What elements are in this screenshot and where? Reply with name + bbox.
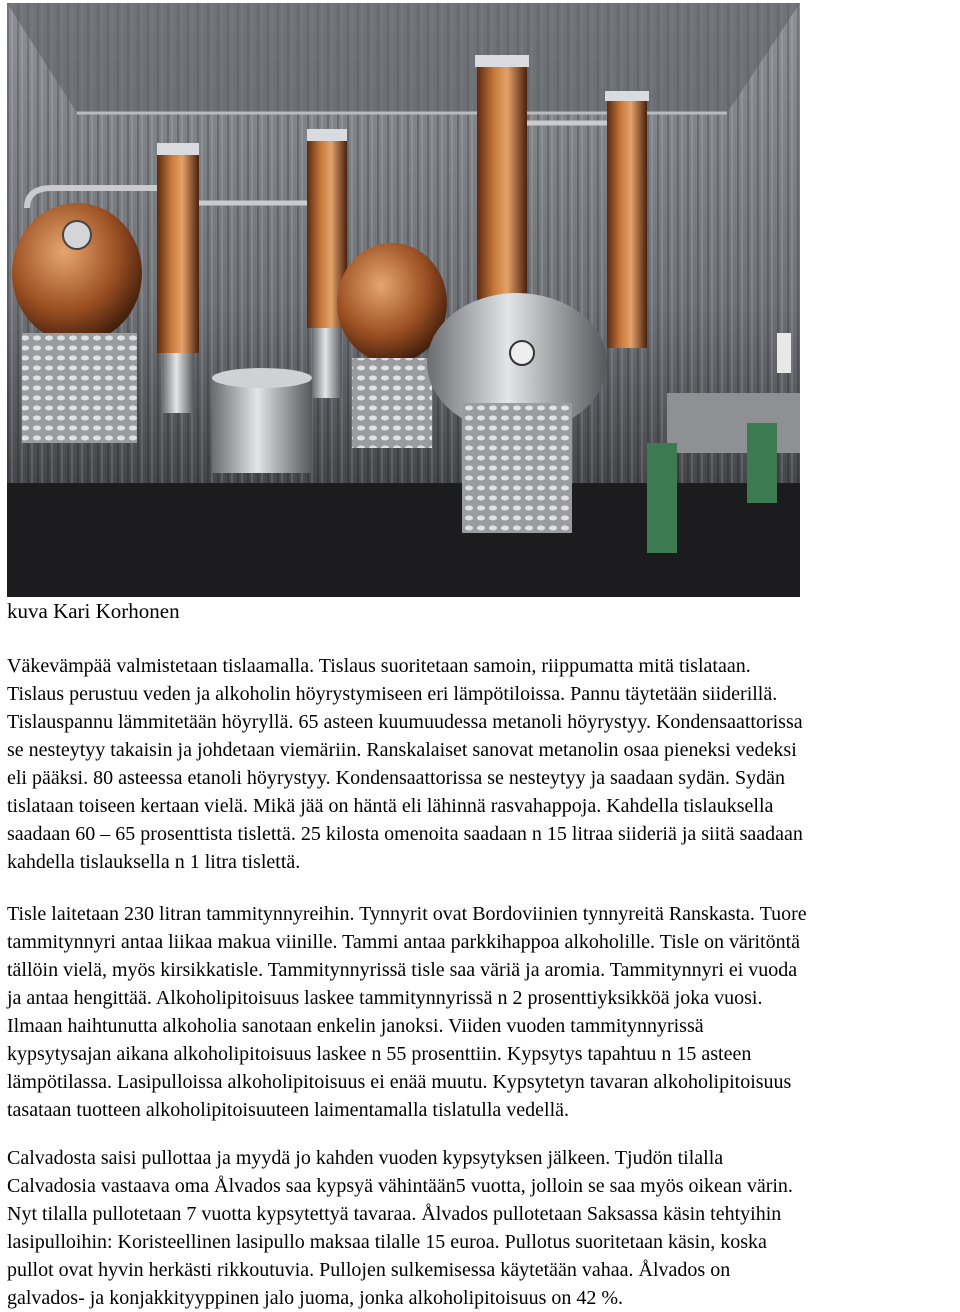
text-line: tasataan tuotteen alkoholipitoisuuteen laimentamalla tislatulla vedellä. bbox=[7, 1099, 570, 1121]
text-line: eli pääksi. 80 asteessa etanoli höyrystyy. Kondensaattorissa se nesteytyy ja saadaan sydän. Sydän bbox=[7, 767, 785, 789]
text-line: Calvadosia vastaava oma Ålvados saa kypsyä vähintään5 vuotta, jolloin se saa myös oikean värin. bbox=[7, 1175, 793, 1197]
text-line: Tislaus perustuu veden ja alkoholin höyrystymiseen eri lämpötiloissa. Pannu täytetään siiderillä. bbox=[7, 683, 778, 705]
text-line: tammitynnyri antaa liikaa makua viinille. Tammi antaa parkkihappoa alkoholille. Tisle on väritöntä bbox=[7, 931, 801, 953]
text-line: Nyt tilalla pullotetaan 7 vuotta kypsytettyä tavaraa. Ålvados pullotetaan Saksassa käsin tehtyihin bbox=[7, 1203, 782, 1225]
text-line: ja antaa hengittää. Alkoholipitoisuus laskee tammitynnyrissä n 2 prosenttiyksikköä joka vuosi. bbox=[7, 987, 763, 1009]
paragraph-distillation bbox=[7, 652, 957, 876]
text-line: galvados- ja konjakkityyppinen jalo juoma, jonka alkoholipitoisuus on 42 %. bbox=[7, 1287, 624, 1309]
text-line: lasipulloihin: Koristeellinen lasipullo maksaa tilalle 15 euroa. Pullotus suoritetaan käsin, koska bbox=[7, 1231, 767, 1253]
text-line: Tislauspannu lämmitetään höyryllä. 65 asteen kuumuudessa metanoli höyrystyy. Kondensaattorissa bbox=[7, 711, 803, 733]
text-line: tislataan toiseen kertaan vielä. Mikä jää on häntä eli lähinnä rasvahappoja. Kahdella tislauksella bbox=[7, 795, 774, 817]
text-line: Väkevämpää valmistetaan tislaamalla. Tislaus suoritetaan samoin, riippumatta mitä tislataan. bbox=[7, 655, 751, 677]
text-line: kypsytysajan aikana alkoholipitoisuus laskee n 55 prosenttiin. Kypsytys tapahtuu n 15 asteen bbox=[7, 1043, 752, 1065]
text-line: tällöin vielä, myös kirsikkatisle. Tammitynnyrissä tisle saa väriä ja aromia. Tammitynnyri ei vuoda bbox=[7, 959, 798, 981]
paragraph-bottling bbox=[7, 1144, 957, 1312]
text-line: se nesteytyy takaisin ja johdetaan viemäriin. Ranskalaiset sanovat metanolin osaa pieneksi vedeksi bbox=[7, 739, 797, 761]
paragraph-aging bbox=[7, 900, 957, 1124]
text-line: Calvadosta saisi pullottaa ja myydä jo kahden vuoden kypsytyksen jälkeen. Tjudön tilalla bbox=[7, 1147, 724, 1169]
text-line: kahdella tislauksella n 1 litra tislettä. bbox=[7, 851, 301, 873]
text-line: Tisle laitetaan 230 litran tammitynnyreihin. Tynnyrit ovat Bordoviinien tynnyreitä Ranskasta. Tuore bbox=[7, 903, 807, 925]
photo-caption: kuva Kari Korhonen bbox=[7, 599, 180, 623]
text-line: lämpötilassa. Lasipulloissa alkoholipitoisuus ei enää muutu. Kypsytetyn tavaran alkoholipitoisuus bbox=[7, 1071, 792, 1093]
text-line: saadaan 60 – 65 prosenttista tislettä. 25 kilosta omenoita saadaan n 15 litraa siideriä ja siitä saadaan bbox=[7, 823, 803, 845]
text-line: Ilmaan haihtunutta alkoholia sanotaan enkelin janoksi. Viiden vuoden tammitynnyrissä bbox=[7, 1015, 704, 1037]
text-line: pullot ovat hyvin herkästi rikkoutuvia. Pullojen sulkemisessa käytetään vahaa. Ålvados on bbox=[7, 1259, 731, 1281]
distillery-photo bbox=[7, 3, 800, 597]
